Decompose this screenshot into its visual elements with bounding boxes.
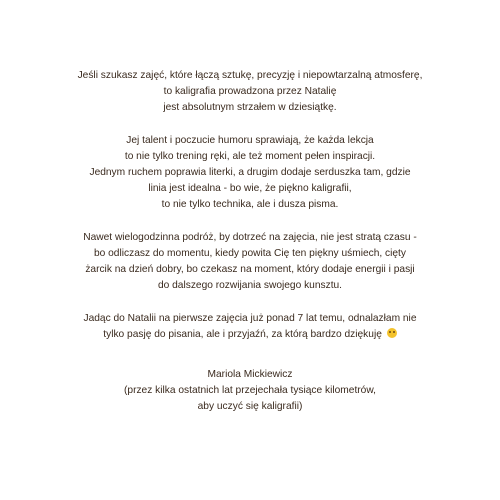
text-line-with-emoji	[30, 327, 470, 343]
testimonial-paragraph-3	[30, 230, 470, 294]
text-line: Jeśli szukasz zajęć, które łączą sztukę, precyzję i niepowtarzalną atmosferę,	[77, 70, 423, 81]
text-line: Jadąc do Natalii na pierwsze zajęcia już ponad 7 lat temu, odnalazłam nie	[83, 313, 417, 324]
text-line: Jej talent i poczucie humoru sprawiają, że każda lekcja	[126, 135, 374, 146]
text-line: to nie tylko trening ręki, ale też moment pełen inspiracji.	[124, 151, 376, 162]
text-line: jest absolutnym strzałem w dziesiątkę.	[163, 102, 337, 113]
author-note-line: (przez kilka ostatnich lat przejechała tysiące kilometrów,	[124, 385, 376, 396]
testimonial-paragraph-1	[30, 68, 470, 116]
testimonial-paragraph-4	[30, 311, 470, 343]
text-line: Jednym ruchem poprawia literki, a drugim dodaje serduszka tam, gdzie	[89, 167, 411, 178]
text-line: linia jest idealna - bo wie, że piękno kaligrafii,	[148, 183, 352, 194]
text-line: to nie tylko technika, ale i dusza pisma.	[161, 199, 339, 210]
text-line: do dalszego rozwijania swojego kunsztu.	[157, 280, 343, 291]
text-line: to kaligrafia prowadzona przez Natalię	[163, 86, 337, 97]
author-note-line: aby uczyć się kaligrafii)	[197, 401, 303, 412]
testimonial-paragraph-2	[30, 133, 470, 213]
text-line: Nawet wielogodzinna podróż, by dotrzeć na zajęcia, nie jest stratą czasu -	[83, 232, 417, 243]
signature-block	[30, 367, 470, 415]
smiling-face-icon	[387, 328, 397, 338]
text-line: żarcik na dzień dobry, bo czekasz na moment, który dodaje energii i pasji	[85, 264, 415, 275]
text-line: bo odliczasz do momentu, kiedy powita Cię ten piękny uśmiech, cięty	[93, 248, 406, 259]
author-name: Mariola Mickiewicz	[207, 369, 293, 380]
text-line: tylko pasję do pisania, ale i przyjaźń, za którą bardzo dziękuję	[103, 329, 382, 340]
